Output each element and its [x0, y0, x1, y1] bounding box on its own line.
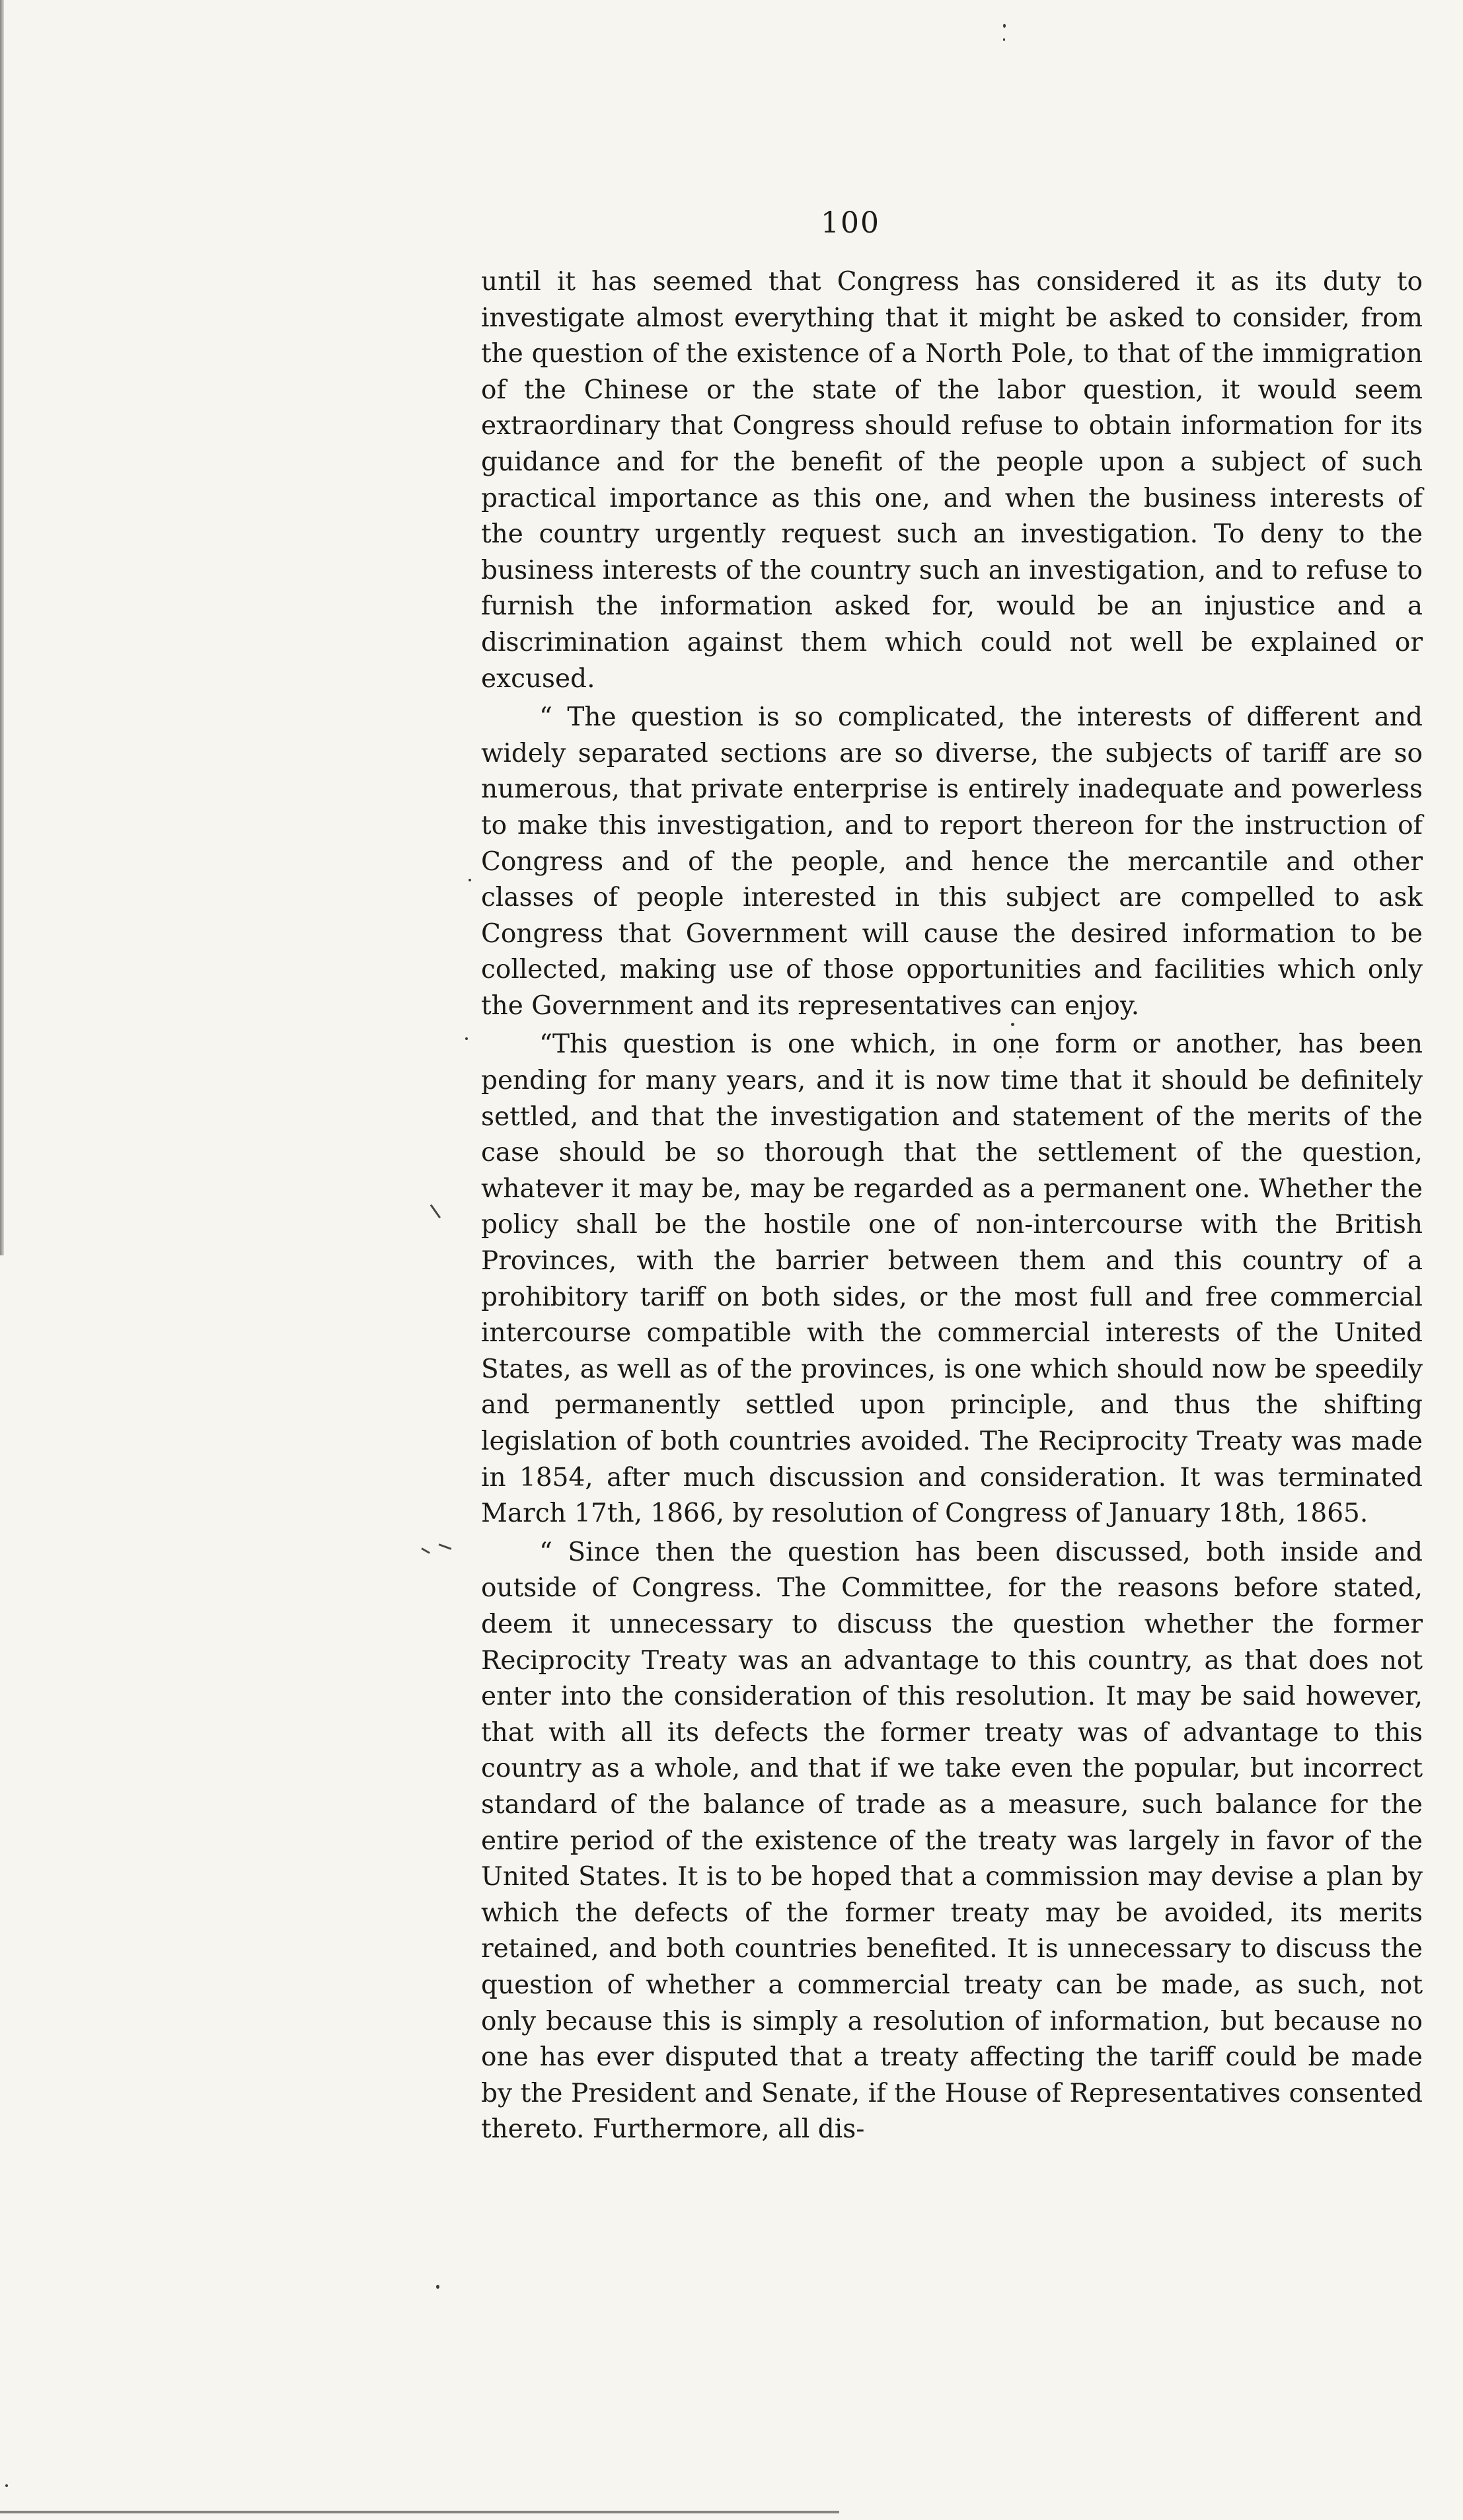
body-text: [481, 264, 1423, 2148]
scan-mark: [421, 1547, 430, 1554]
scan-left-edge-shadow: [0, 0, 4, 1255]
scan-bottom-edge-line: [0, 2511, 839, 2513]
scan-speck: [1003, 24, 1006, 28]
scan-speck: [469, 879, 471, 881]
scan-speck: [436, 2285, 439, 2289]
scan-speck: [465, 1037, 468, 1040]
paragraph-3: “This question is one which, in one form or another, has been pending for many years, and it is now time that it should be definitely settled, and that the investigation and statement of the merits of the case should be so thorough that the settlement of the question, whatever it may be, may be regarded as a permanent one. Whether the policy shall be the hostile one of non-intercourse with the British Provinces, with the barrier between them and this country of a prohibitory tariff on both sides, or the most full and free commercial intercourse compatible with the commercial interests of the United States, as well as of the provinces, is one which should now be speedily and permanently settled upon principle, and thus the shifting legislation of both countries avoided. The Reciprocity Treaty was made in 1854, after much discussion and consideration. It was terminated March 17th, 1866, by resolution of Congress of January 18th, 1865.: [481, 1029, 1423, 1529]
scan-mark: [430, 1204, 441, 1218]
paragraph-1: until it has seemed that Congress has considered it as its duty to investigate almost everything that it might be asked to consider, from the question of the existence of a North Pole, to that of the immigration of the Chinese or the state of the labor question, it would seem extraordinary that Congress should refuse to obtain information for its guidance and for the benefit of the people upon a subject of such practical importance as this one, and when the business interests of the country urgently request such an investigation. To deny to the business interests of the country such an investigation, and to refuse to furnish the information asked for, would be an injustice and a discrimination against them which could not well be explained or excused.: [481, 267, 1423, 694]
paragraph-2: “ The question is so complicated, the interests of different and widely separated sections are so diverse, the subjects of tariff are so numerous, that private enterprise is entirely inadequate and powerless to make this investigation, and to report thereon for the instruction of Congress and of the people, and hence the mercantile and other classes of people interested in this subject are compelled to ask Congress that Government will cause the desired information to be collected, making use of those opportunities and facilities which only the Government and its representatives can enjoy.: [481, 702, 1423, 1021]
scan-speck: [5, 2484, 8, 2487]
paragraph-4: “ Since then the question has been discussed, both inside and outside of Congress. The Committee, for the reasons before stated, deem it unnecessary to discuss the question whether the former Reciprocity Treaty was an advantage to this country, as that does not enter into the consideration of this resolution. It may be said however, that with all its defects the former treaty was of advantage to this country as a whole, and that if we take even the popular, but incorrect standard of the balance of trade as a measure, such balance for the entire period of the existence of the treaty was largely in favor of the United States. It is to be hoped that a commission may devise a plan by which the defects of the former treaty may be avoided, its merits retained, and both countries benefited. It is unnecessary to discuss the question of whether a commercial treaty can be made, as such, not only because this is simply a resolution of information, but because no one has ever disputed that a treaty affecting the tariff could be made by the President and Senate, if the House of Representatives consented thereto. Furthermore, all dis-: [481, 1537, 1423, 2145]
page-number: 100: [821, 206, 880, 240]
scan-mark: [438, 1543, 451, 1550]
scan-speck: [1003, 38, 1005, 41]
